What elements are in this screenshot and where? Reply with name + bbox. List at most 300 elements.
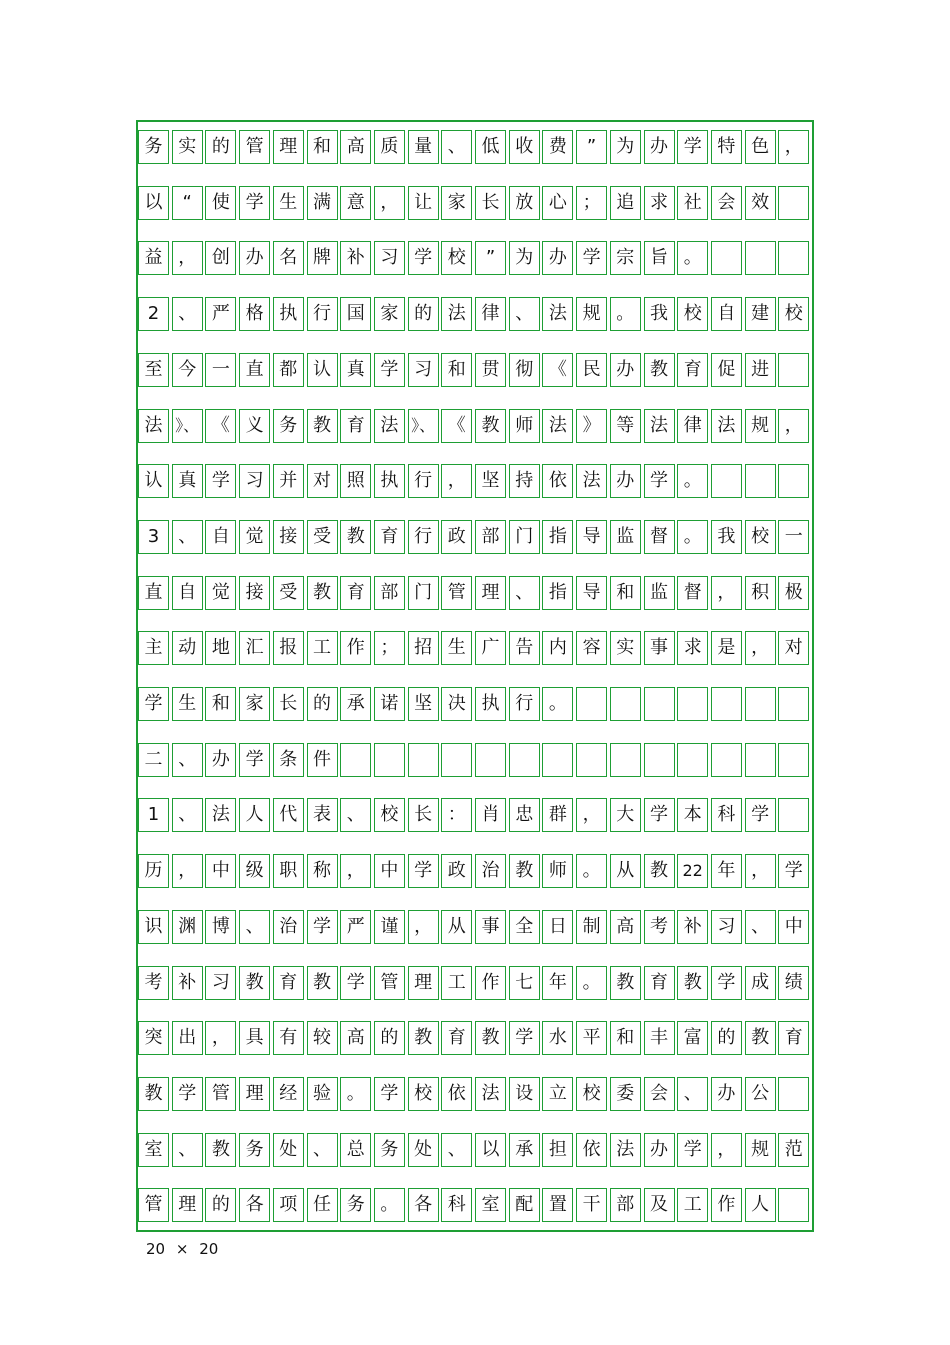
grid-cell: 法 [542,409,573,443]
grid-cell: 认 [307,353,338,387]
grid-cell: 学 [509,1021,540,1055]
grid-cell: 收 [509,130,540,164]
grid-cell [340,743,371,777]
grid-cell: 习 [239,464,270,498]
grid-cell: 实 [172,130,203,164]
grid-cell: 政 [441,854,472,888]
grid-cell: 习 [408,353,439,387]
grid-cell: 办 [610,464,641,498]
grid-cell: ， [408,910,439,944]
grid-cell: 门 [509,520,540,554]
grid-row [138,409,812,445]
grid-cell: 治 [273,910,304,944]
grid-cell: 求 [644,186,675,220]
grid-cell: 事 [644,631,675,665]
grid-cell: 较 [307,1021,338,1055]
grid-cell: 绩 [778,966,809,1000]
grid-cell: 的 [374,1021,405,1055]
grid-cell: 照 [340,464,371,498]
grid-cell: 育 [677,353,708,387]
grid-cell: 制 [576,910,607,944]
grid-cell: 学 [711,966,742,1000]
grid-cell: 务 [273,409,304,443]
grid-cell: 放 [509,186,540,220]
grid-cell [576,687,607,721]
grid-cell: 谨 [374,910,405,944]
grid-cell: 真 [172,464,203,498]
grid-cell: 事 [475,910,506,944]
grid-cell: 教 [307,966,338,1000]
grid-cell [778,186,809,220]
grid-cell: 2 [138,297,169,331]
grid-cell: 校 [408,1077,439,1111]
grid-cell: 育 [778,1021,809,1055]
grid-cell: 、 [307,1133,338,1167]
grid-cell: 和 [441,353,472,387]
grid-cell: 理 [408,966,439,1000]
grid-cell: 管 [239,130,270,164]
grid-cell: 学 [374,1077,405,1111]
grid-cell: 质 [374,130,405,164]
grid-cell: 执 [273,297,304,331]
grid-cell: 及 [644,1188,675,1222]
grid-cell: ， [340,854,371,888]
grid-cell: 管 [441,576,472,610]
grid-cell [745,464,776,498]
grid-cell: 部 [374,576,405,610]
grid-cell: 二 [138,743,169,777]
grid-cell: 教 [205,1133,236,1167]
grid-cell: 部 [475,520,506,554]
grid-cell: 承 [509,1133,540,1167]
grid-cell: 以 [138,186,169,220]
grid-cell: 学 [172,1077,203,1111]
grid-cell: 忠 [509,798,540,832]
grid-row [138,241,812,277]
grid-cell: 习 [205,966,236,1000]
grid-cell: 中 [374,854,405,888]
grid-cell: 求 [677,631,708,665]
grid-cell: 高 [610,910,641,944]
grid-cell: 进 [745,353,776,387]
grid-cell: 民 [576,353,607,387]
grid-cell: 规 [745,409,776,443]
grid-row [138,576,812,612]
grid-cell: ， [778,130,809,164]
grid-cell: 认 [138,464,169,498]
grid-cell: ， [711,1133,742,1167]
grid-cell: 作 [475,966,506,1000]
grid-cell: 生 [172,687,203,721]
grid-cell: 会 [644,1077,675,1111]
grid-cell: 工 [441,966,472,1000]
grid-cell: 、 [172,520,203,554]
grid-cell: 政 [441,520,472,554]
grid-cell: 。 [576,966,607,1000]
grid-cell: 部 [610,1188,641,1222]
grid-cell: 务 [374,1133,405,1167]
grid-cell: 管 [205,1077,236,1111]
manuscript-grid-sheet [136,120,814,1232]
grid-cell: 长 [273,687,304,721]
grid-cell: 自 [172,576,203,610]
grid-cell: 校 [441,241,472,275]
grid-cell: 一 [205,353,236,387]
grid-cell: 严 [340,910,371,944]
grid-cell: 配 [509,1188,540,1222]
grid-cell: 教 [509,854,540,888]
grid-row [138,631,812,667]
grid-cell: 生 [441,631,472,665]
grid-cell: ， [711,576,742,610]
grid-cell: 家 [441,186,472,220]
grid-cell: 心 [542,186,573,220]
grid-cell: 动 [172,631,203,665]
grid-cell: 报 [273,631,304,665]
grid-cell: 丰 [644,1021,675,1055]
grid-cell: 的 [307,687,338,721]
grid-cell: 和 [610,576,641,610]
grid-cell: 年 [542,966,573,1000]
grid-cell: 师 [542,854,573,888]
grid-cell: 育 [273,966,304,1000]
grid-cell: 严 [205,297,236,331]
grid-cell: 教 [307,409,338,443]
grid-cell: 》、 [408,409,439,443]
grid-cell: 、 [509,576,540,610]
grid-cell: 办 [644,1133,675,1167]
grid-cell: 识 [138,910,169,944]
grid-cell: 育 [644,966,675,1000]
grid-cell: 名 [273,241,304,275]
grid-cell: 《 [542,353,573,387]
grid-cell: 和 [205,687,236,721]
grid-cell: 校 [745,520,776,554]
grid-cell: ， [374,186,405,220]
grid-cell: 依 [441,1077,472,1111]
grid-cell: 教 [307,576,338,610]
grid-cell: 、 [172,743,203,777]
grid-cell [778,241,809,275]
grid-cell [610,743,641,777]
grid-cell: ， [745,631,776,665]
grid-cell: 一 [778,520,809,554]
grid-cell [778,1188,809,1222]
grid-cell: 理 [273,130,304,164]
grid-cell: 都 [273,353,304,387]
grid-cell: 的 [205,1188,236,1222]
grid-cell: 处 [408,1133,439,1167]
grid-cell: 、 [172,297,203,331]
grid-cell: 、 [172,1133,203,1167]
grid-cell: 量 [408,130,439,164]
grid-cell: 旨 [644,241,675,275]
grid-cell: 校 [677,297,708,331]
grid-cell: ， [205,1021,236,1055]
grid-cell: 持 [509,464,540,498]
grid-row [138,743,812,779]
grid-cell: 坚 [408,687,439,721]
grid-cell: 律 [677,409,708,443]
grid-cell: 高 [340,1021,371,1055]
grid-cell: ， [576,798,607,832]
grid-cell: 。 [677,464,708,498]
grid-cell: 项 [273,1188,304,1222]
grid-cell: 校 [374,798,405,832]
grid-cell: 治 [475,854,506,888]
grid-cell: 任 [307,1188,338,1222]
grid-cell: 总 [340,1133,371,1167]
grid-cell: 规 [745,1133,776,1167]
grid-cell: 受 [307,520,338,554]
grid-cell: 办 [711,1077,742,1111]
grid-cell: 突 [138,1021,169,1055]
grid-cell [745,743,776,777]
grid-cell: 的 [205,130,236,164]
grid-cell: 科 [441,1188,472,1222]
grid-cell: 。 [677,520,708,554]
grid-cell: 地 [205,631,236,665]
grid-cell: 自 [205,520,236,554]
grid-cell: 低 [475,130,506,164]
grid-cols-value: 20 [146,1240,166,1258]
grid-cell: 师 [509,409,540,443]
grid-cell: 执 [374,464,405,498]
grid-cell: 理 [239,1077,270,1111]
grid-cell: 《 [441,409,472,443]
grid-cell: 广 [475,631,506,665]
grid-cell: 科 [711,798,742,832]
grid-cell: 和 [307,130,338,164]
grid-cell: 招 [408,631,439,665]
grid-cell: 补 [677,910,708,944]
grid-cell: 坚 [475,464,506,498]
grid-cell: 极 [778,576,809,610]
grid-cell: 水 [542,1021,573,1055]
grid-cell: 办 [239,241,270,275]
grid-cell: 导 [576,576,607,610]
grid-cell: ， [172,854,203,888]
grid-cell: 设 [509,1077,540,1111]
grid-cell: 和 [610,1021,641,1055]
grid-cell: 范 [778,1133,809,1167]
grid-cell: 以 [475,1133,506,1167]
grid-cell: 、 [441,1133,472,1167]
grid-cell [644,687,675,721]
grid-cell: 考 [138,966,169,1000]
grid-cell: 我 [644,297,675,331]
grid-cell: 意 [340,186,371,220]
grid-row [138,687,812,723]
grid-cell: 学 [644,464,675,498]
grid-cell: 行 [408,464,439,498]
grid-cell: 、 [509,297,540,331]
grid-cell: 监 [610,520,641,554]
grid-cell: 效 [745,186,776,220]
grid-cell: 决 [441,687,472,721]
grid-cell: 务 [239,1133,270,1167]
grid-cell: 补 [172,966,203,1000]
grid-size-label [146,1240,218,1258]
grid-cell: 至 [138,353,169,387]
grid-row [138,353,812,389]
grid-cell: 考 [644,910,675,944]
grid-cell: 学 [644,798,675,832]
grid-cell: 作 [711,1188,742,1222]
grid-cell [745,241,776,275]
grid-cell: 教 [610,966,641,1000]
grid-cell: 为 [610,130,641,164]
grid-cell: 有 [273,1021,304,1055]
grid-cell: 大 [610,798,641,832]
grid-row [138,464,812,500]
grid-cell: 学 [340,966,371,1000]
grid-cell: 彻 [509,353,540,387]
grid-cell: 督 [677,576,708,610]
grid-cell: ； [576,186,607,220]
grid-cell: 级 [239,854,270,888]
grid-cell: 法 [475,1077,506,1111]
grid-cell: 年 [711,854,742,888]
grid-cell: 学 [408,854,439,888]
grid-cell [711,687,742,721]
grid-cell: 管 [374,966,405,1000]
grid-cell: 办 [542,241,573,275]
grid-cell: 学 [374,353,405,387]
grid-cell: 社 [677,186,708,220]
grid-cell: ” [475,241,506,275]
grid-cell: 诺 [374,687,405,721]
grid-cell: 执 [475,687,506,721]
grid-rows-value: 20 [199,1240,219,1258]
grid-cell: 经 [273,1077,304,1111]
grid-cell: 室 [138,1133,169,1167]
grid-cell: 3 [138,520,169,554]
grid-cell: 容 [576,631,607,665]
grid-cell: 人 [745,1188,776,1222]
grid-cell: 管 [138,1188,169,1222]
grid-cell: 表 [307,798,338,832]
grid-cell [509,743,540,777]
grid-cell: 《 [205,409,236,443]
grid-cell: 行 [408,520,439,554]
grid-cell: 富 [677,1021,708,1055]
grid-cell: 学 [239,186,270,220]
grid-cell: 补 [340,241,371,275]
grid-cell [475,743,506,777]
grid-cell: 办 [644,130,675,164]
grid-cell: 依 [542,464,573,498]
grid-cell: 觉 [239,520,270,554]
grid-cell: 七 [509,966,540,1000]
grid-cell: 代 [273,798,304,832]
grid-cell: 牌 [307,241,338,275]
grid-cell: 导 [576,520,607,554]
grid-cell: 日 [542,910,573,944]
grid-cell: 满 [307,186,338,220]
grid-cell: 办 [610,353,641,387]
grid-cell [374,743,405,777]
grid-cell: 立 [542,1077,573,1111]
grid-cell: 置 [542,1188,573,1222]
grid-cell: 法 [576,464,607,498]
grid-row [138,1133,812,1169]
grid-cell: 学 [307,910,338,944]
grid-cell: 肖 [475,798,506,832]
grid-cell: 的 [408,297,439,331]
grid-cell: 。 [610,297,641,331]
grid-cell: 学 [677,1133,708,1167]
grid-cell: 法 [138,409,169,443]
grid-cell [711,464,742,498]
grid-cell: 各 [239,1188,270,1222]
grid-row [138,1021,812,1057]
grid-cell: 工 [307,631,338,665]
grid-cell: 工 [677,1188,708,1222]
grid-cell: 中 [778,910,809,944]
grid-cell: 从 [610,854,641,888]
grid-cell: 学 [408,241,439,275]
grid-cell: 长 [408,798,439,832]
grid-cell: 育 [340,576,371,610]
grid-cell: 成 [745,966,776,1000]
grid-cell: 、 [340,798,371,832]
grid-cell: 教 [644,854,675,888]
grid-cell: 。 [677,241,708,275]
grid-cell: 觉 [205,576,236,610]
grid-cell: 出 [172,1021,203,1055]
grid-cell: 教 [644,353,675,387]
grid-cell: 追 [610,186,641,220]
grid-cell: 宗 [610,241,641,275]
grid-cell: 》、 [172,409,203,443]
grid-cell: 贯 [475,353,506,387]
grid-cell: 积 [745,576,776,610]
grid-cell [711,241,742,275]
grid-cell: 等 [610,409,641,443]
grid-cell [711,743,742,777]
grid-cell: 主 [138,631,169,665]
grid-row [138,966,812,1002]
grid-cell: 法 [711,409,742,443]
grid-cell: 作 [340,631,371,665]
grid-cell: 直 [239,353,270,387]
grid-cell: ” [576,130,607,164]
grid-cell: 会 [711,186,742,220]
grid-cell: 、 [677,1077,708,1111]
grid-cell [441,743,472,777]
grid-cell: 承 [340,687,371,721]
grid-cell: 、 [441,130,472,164]
grid-cell: 促 [711,353,742,387]
grid-cell: 、 [745,910,776,944]
grid-cell: 、 [239,910,270,944]
grid-cell: 务 [138,130,169,164]
grid-cell [778,743,809,777]
grid-cell: 。 [374,1188,405,1222]
grid-cell: 特 [711,130,742,164]
grid-cell: 为 [509,241,540,275]
grid-cell: 汇 [239,631,270,665]
grid-cell: 实 [610,631,641,665]
grid-cell: 指 [542,520,573,554]
grid-cell: 指 [542,576,573,610]
grid-row [138,798,812,834]
grid-cell: 法 [374,409,405,443]
grid-cell: 教 [475,1021,506,1055]
grid-cell: 高 [340,130,371,164]
grid-cell: 称 [307,854,338,888]
